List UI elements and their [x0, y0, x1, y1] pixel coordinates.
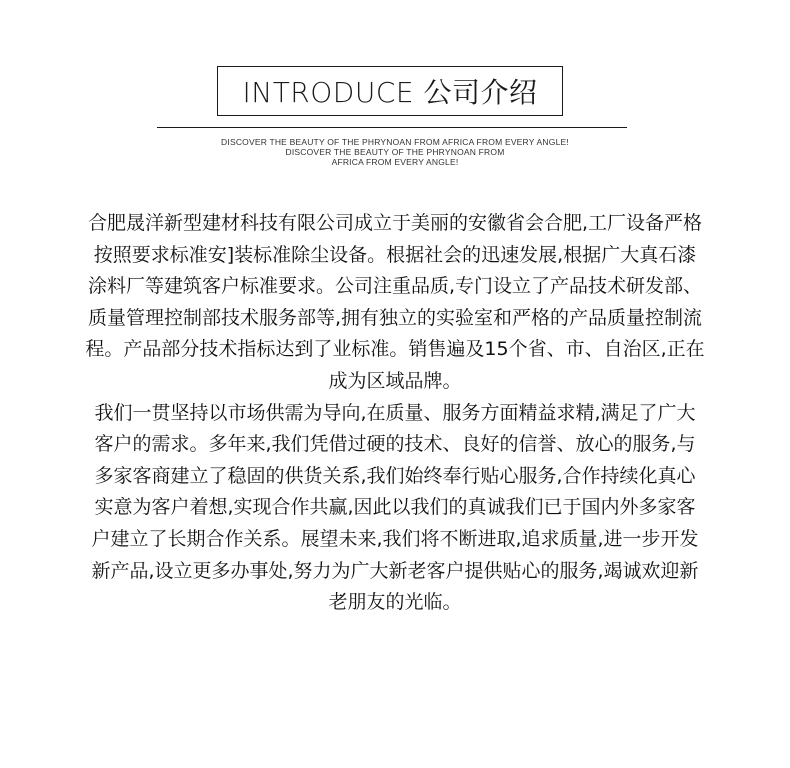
tagline-line: DISCOVER THE BEAUTY OF THE PHRYNOAN FROM: [285, 147, 505, 157]
intro-line: 质量管理控制部技术服务部等,拥有独立的实验室和严格的产品质量控制流: [87, 306, 703, 329]
intro-line: 新产品,设立更多办事处,努力为广大新老客户提供贴心的服务,竭诚欢迎新: [91, 559, 699, 582]
intro-line: 多家客商建立了稳固的供货关系,我们始终奉行贴心服务,合作持续化真心: [94, 464, 696, 487]
intro-line: 客户的需求。多年来,我们凭借过硬的技术、良好的信誉、放心的服务,与: [94, 433, 696, 456]
tagline-line: AFRICA FROM EVERY ANGLE!: [331, 157, 459, 167]
intro-line: 合肥晟洋新型建材科技有限公司成立于美丽的安徽省会合肥,工厂设备严格: [87, 212, 703, 234]
title-divider: [157, 127, 627, 128]
intro-line: 老朋友的光临。: [328, 591, 462, 614]
tagline: [157, 137, 633, 167]
intro-line: 程。产品部分技术指标达到了业标准。销售遍及15个省、市、自治区,正在: [85, 338, 705, 361]
intro-line: 涂料厂等建筑客户标准要求。公司注重品质,专门设立了产品技术研发部、: [87, 275, 703, 298]
title-frame: [217, 66, 563, 116]
intro-line: 按照要求标准安]装标准除尘设备。根据社会的迅速发展,根据广大真石漆: [93, 243, 697, 266]
page-title: INTRODUCE 公司介绍: [242, 76, 538, 109]
intro-line: 成为区域品牌。: [328, 369, 462, 392]
tagline-line: DISCOVER THE BEAUTY OF THE PHRYNOAN FROM AFRICA FROM EVERY ANGLE!: [221, 137, 569, 147]
intro-line: 我们一贯坚持以市场供需为导向,在质量、服务方面精益求精,满足了广大: [94, 401, 696, 424]
intro-line: 户建立了长期合作关系。展望未来,我们将不断进取,追求质量,进一步开发: [91, 527, 699, 550]
intro-line: 实意为客户着想,实现合作共赢,因此以我们的真诚我们已于国内外多家客: [94, 496, 696, 519]
intro-body: [20, 208, 770, 619]
